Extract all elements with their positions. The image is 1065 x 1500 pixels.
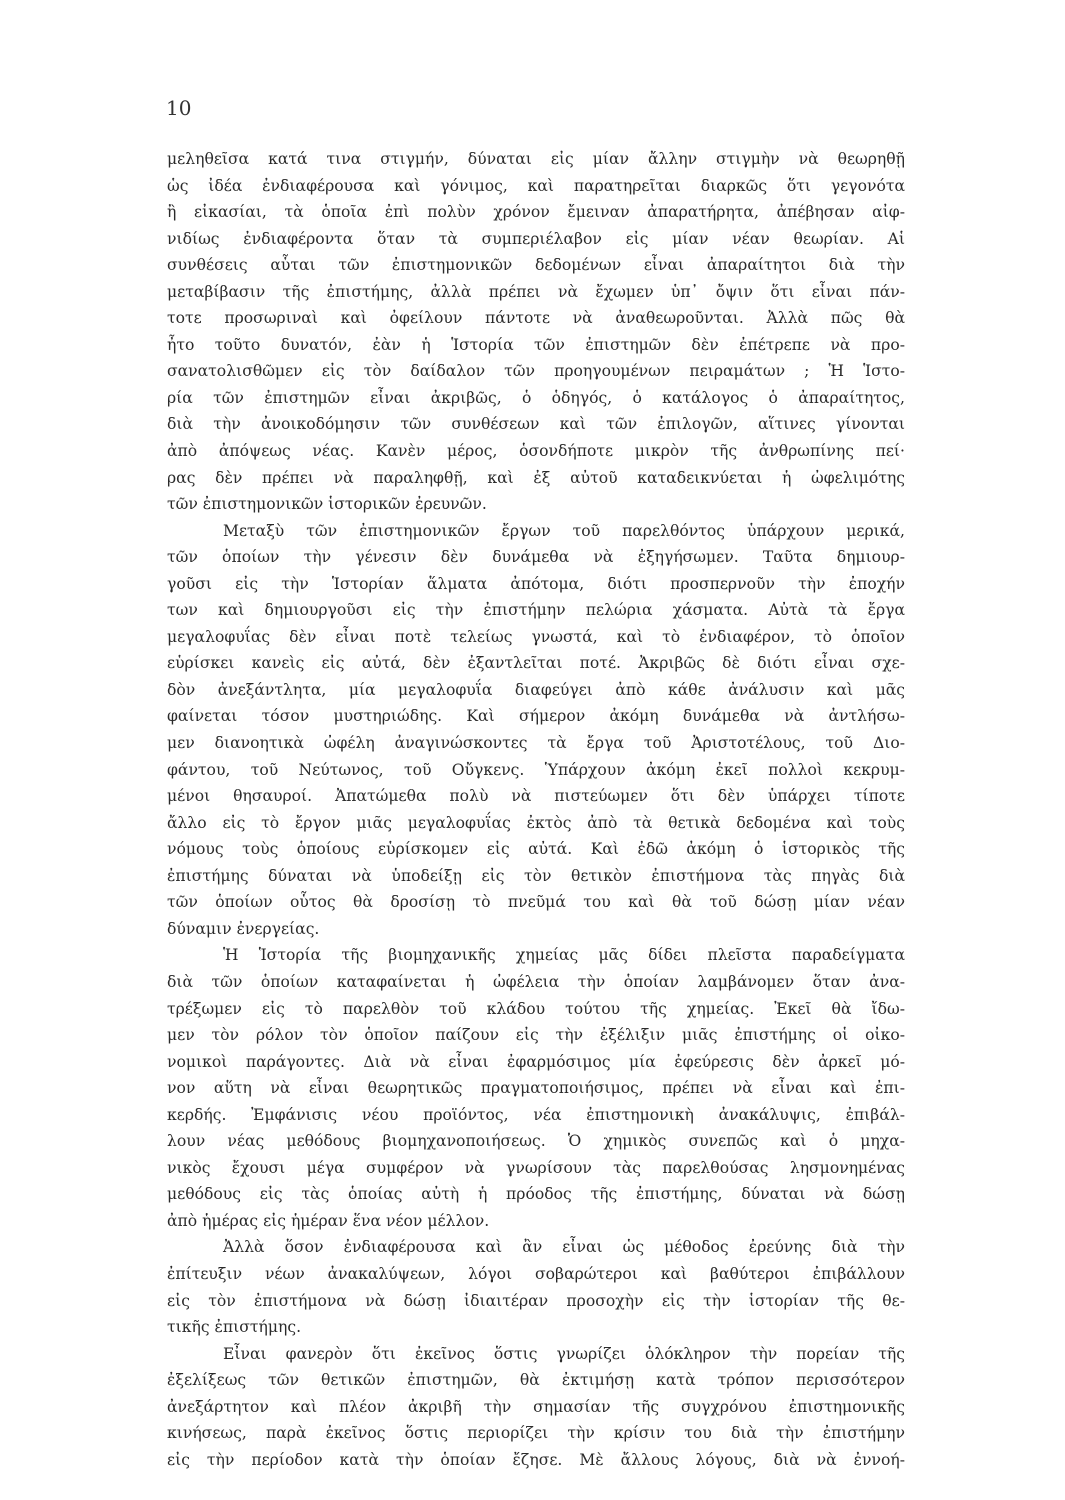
text-line: δὸν ἀνεξάντλητα, μία μεγαλοφυΐα διαφεύγει ἀπὸ κάθε ἀνάλυσιν καὶ μᾶς	[167, 680, 905, 699]
text-line: μεταβίβασιν τῆς ἐπιστήμης, ἀλλὰ πρέπει νὰ ἔχωμεν ὑπ᾽ ὄψιν ὅτι εἶναι πάν-	[167, 282, 905, 301]
text-line: δύναμιν ἐνεργείας.	[167, 919, 320, 938]
text-line: διὰ τῶν ὁποίων καταφαίνεται ἡ ὠφέλεια τὴν ὁποίαν λαμβάνομεν ὅταν ἀνα-	[167, 972, 905, 991]
text-line: μεληθεῖσα κατά τινα στιγμήν, δύναται εἰς μίαν ἄλλην στιγμὴν νὰ θεωρηθῇ	[167, 150, 905, 168]
text-line: ρία τῶν ἐπιστημῶν εἶναι ἀκριβῶς, ὁ ὁδηγός, ὁ κατάλογος ὁ ἀπαραίτητος,	[167, 388, 905, 407]
text-line: μένοι θησαυροί. Ἀπατώμεθα πολὺ νὰ πιστεύωμεν ὅτι δὲν ὑπάρχει τίποτε	[167, 787, 905, 806]
text-line: νομικοὶ παράγοντες. Διὰ νὰ εἶναι ἐφαρμόσιμος μία ἐφεύρεσις δὲν ἀρκεῖ μό-	[167, 1052, 905, 1071]
text-line: συνθέσεις αὗται τῶν ἐπιστημονικῶν δεδομένων εἶναι ἀπαραίτητοι διὰ τὴν	[167, 256, 905, 275]
text-line: ἐξελίξεως τῶν θετικῶν ἐπιστημῶν, θὰ ἐκτιμήσῃ κατὰ τρόπον περισσότερον	[167, 1371, 905, 1390]
text-line: ἐπίτευξιν νέων ἀνακαλύψεων, λόγοι σοβαρώτεροι καὶ βαθύτεροι ἐπιβάλλουν	[167, 1264, 905, 1283]
text-line: φαίνεται τόσον μυστηριώδης. Καὶ σήμερον ἀκόμη δυνάμεθα νὰ ἀντλήσω-	[167, 707, 905, 726]
text-line: τῶν ἐπιστημονικῶν ἱστορικῶν ἐρευνῶν.	[167, 495, 487, 514]
text-line: Ἀλλὰ ὅσον ἐνδιαφέρουσα καὶ ἂν εἶναι ὡς μέθοδος ἐρεύνης διὰ τὴν	[223, 1238, 905, 1257]
text-line: μεν τὸν ρόλον τὸν ὁποῖον παίζουν εἰς τὴν ἐξέλιξιν μιᾶς ἐπιστήμης οἱ οἰκο-	[167, 1026, 905, 1045]
text-line: νικὸς ἔχουσι μέγα συμφέρον νὰ γνωρίσουν τὰς παρελθούσας λησμονημένας	[167, 1158, 905, 1177]
text-line: εἰς τὴν περίοδον κατὰ τὴν ὁποίαν ἔζησε. Μὲ ἄλλους λόγους, διὰ νὰ ἐννοή-	[167, 1450, 905, 1469]
text-line: τῶν ὁποίων τὴν γένεσιν δὲν δυνάμεθα νὰ ἐξηγήσωμεν. Ταῦτα δημιουρ-	[167, 548, 905, 567]
text-line: Ἡ Ἱστορία τῆς βιομηχανικῆς χημείας μᾶς δίδει πλεῖστα παραδείγματα	[223, 946, 905, 965]
text-line: τῶν ὁποίων οὗτος θὰ δροσίσῃ τὸ πνεῦμά του καὶ θὰ τοῦ δώσῃ μίαν νέαν	[167, 893, 905, 912]
text-line: ρας δὲν πρέπει νὰ παραληφθῇ, καὶ ἐξ αὐτοῦ καταδεικνύεται ἡ ὠφελιμότης	[167, 468, 905, 487]
text-line: ἀπὸ ἀπόψεως νέας. Κανὲν μέρος, ὁσονδήποτε μικρὸν τῆς ἀνθρωπίνης πεί·	[167, 442, 905, 461]
body-text	[167, 146, 905, 1473]
text-line: εἰς τὸν ἐπιστήμονα νὰ δώσῃ ἰδιαιτέραν προσοχὴν εἰς τὴν ἱστορίαν τῆς θε-	[167, 1291, 905, 1310]
text-line: μεθόδους εἰς τὰς ὁποίας αὐτὴ ἡ πρόοδος τῆς ἐπιστήμης, δύναται νὰ δώσῃ	[167, 1185, 905, 1204]
text-line: μεν διανοητικὰ ὠφέλη ἀναγινώσκοντες τὰ ἔργα τοῦ Ἀριστοτέλους, τοῦ Διο-	[167, 734, 905, 753]
page-number: 10	[166, 96, 192, 120]
text-line: ἦτο τοῦτο δυνατόν, ἐὰν ἡ Ἱστορία τῶν ἐπιστημῶν δὲν ἐπέτρεπε νὰ προ-	[167, 335, 905, 354]
text-line: ἄλλο εἰς τὸ ἔργον μιᾶς μεγαλοφυΐας ἐκτὸς ἀπὸ τὰ θετικὰ δεδομένα καὶ τοὺς	[167, 813, 905, 832]
text-line: ἀνεξάρτητον καὶ πλέον ἀκριβῆ τὴν σημασίαν τῆς συγχρόνου ἐπιστημονικῆς	[167, 1397, 905, 1416]
text-line: νον αὕτη νὰ εἶναι θεωρητικῶς πραγματοποιήσιμος, πρέπει νὰ εἶναι καὶ ἐπι-	[167, 1079, 905, 1098]
text-line: κερδής. Ἐμφάνισις νέου προϊόντος, νέα ἐπιστημονικὴ ἀνακάλυψις, ἐπιβάλ-	[167, 1105, 905, 1124]
text-line: κινήσεως, παρὰ ἐκεῖνος ὅστις περιορίζει τὴν κρίσιν του διὰ τὴν ἐπιστήμην	[167, 1424, 905, 1443]
text-line: Εἶναι φανερὸν ὅτι ἐκεῖνος ὅστις γνωρίζει ὁλόκληρον τὴν πορείαν τῆς	[223, 1344, 905, 1363]
text-line: λουν νέας μεθόδους βιομηχανοποιήσεως. Ὁ χημικὸς συνεπῶς καὶ ὁ μηχα-	[167, 1132, 905, 1151]
text-line: εὑρίσκει κανεὶς εἰς αὐτά, δὲν ἐξαντλεῖται ποτέ. Ἀκριβῶς δὲ διότι εἶναι σχε-	[167, 654, 905, 673]
text-line: ἐπιστήμης δύναται νὰ ὑποδείξῃ εἰς τὸν θετικὸν ἐπιστήμονα τὰς πηγὰς διὰ	[167, 866, 905, 885]
text-line: σανατολισθῶμεν εἰς τὸν δαίδαλον τῶν προηγουμένων πειραμάτων ; Ἡ Ἱστο-	[167, 362, 905, 381]
text-line: ἢ εἰκασίαι, τὰ ὁποῖα ἐπὶ πολὺν χρόνον ἔμειναν ἀπαρατήρητα, ἀπέβησαν αἰφ-	[167, 203, 905, 222]
text-line: τικῆς ἐπιστήμης.	[167, 1318, 302, 1337]
text-line: νιδίως ἐνδιαφέροντα ὅταν τὰ συμπεριέλαβον εἰς μίαν νέαν θεωρίαν. Αἱ	[167, 229, 905, 248]
text-line: διὰ τὴν ἀνοικοδόμησιν τῶν συνθέσεων καὶ τῶν ἐπιλογῶν, αἵτινες γίνονται	[167, 415, 905, 434]
text-line: φάντου, τοῦ Νεύτωνος, τοῦ Οὔγκενς. Ὑπάρχουν ἀκόμη ἐκεῖ πολλοὶ κεκρυμ-	[167, 760, 905, 779]
text-line: τοτε προσωριναὶ καὶ ὀφείλουν πάντοτε νὰ ἀναθεωροῦνται. Ἀλλὰ πῶς θὰ	[167, 309, 905, 328]
text-line: Μεταξὺ τῶν ἐπιστημονικῶν ἔργων τοῦ παρελθόντος ὑπάρχουν μερικά,	[223, 521, 905, 540]
text-line: μεγαλοφυΐας δὲν εἶναι ποτὲ τελείως γνωστά, καὶ τὸ ἐνδιαφέρον, τὸ ὁποῖον	[167, 627, 905, 646]
text-line: των καὶ δημιουργοῦσι εἰς τὴν ἐπιστήμην πελώρια χάσματα. Αὐτὰ τὰ ἔργα	[167, 601, 905, 620]
text-line: νόμους τοὺς ὁποίους εὑρίσκομεν εἰς αὐτά. Καὶ ἐδῶ ἀκόμη ὁ ἱστορικὸς τῆς	[167, 840, 905, 859]
text-line: τρέξωμεν εἰς τὸ παρελθὸν τοῦ κλάδου τούτου τῆς χημείας. Ἐκεῖ θὰ ἴδω-	[167, 999, 905, 1018]
text-line: γοῦσι εἰς τὴν Ἱστορίαν ἅλματα ἀπότομα, διότι προσπερνοῦν τὴν ἐποχήν	[167, 574, 905, 593]
text-line: ὡς ἰδέα ἐνδιαφέρουσα καὶ γόνιμος, καὶ παρατηρεῖται διαρκῶς ὅτι γεγονότα	[167, 176, 905, 195]
text-line: ἀπὸ ἡμέρας εἰς ἡμέραν ἕνα νέον μέλλον.	[167, 1211, 490, 1230]
